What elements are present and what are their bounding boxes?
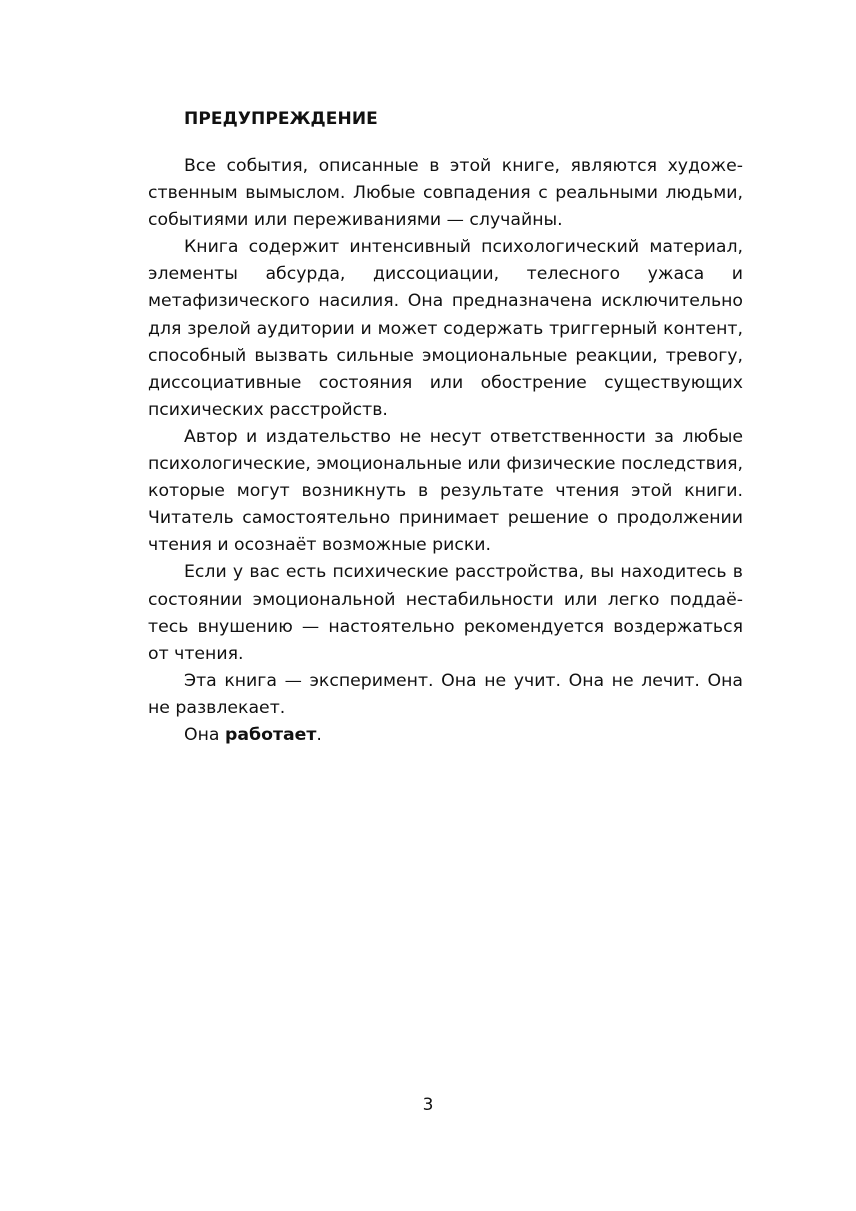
page-number: 3	[422, 1095, 434, 1115]
page-content	[148, 107, 743, 749]
final-line-suffix: .	[316, 724, 322, 745]
paragraph-fiction-disclaimer: Все события, описанные в этой книге, являются художественным вымыслом. Любые совпадения с реальными людьми, событиями или переживаниями — случайны.	[148, 156, 743, 231]
final-line-emphasis: работает	[224, 724, 317, 745]
paragraph-experiment: Эта книга — эксперимент. Она не учит. Она не лечит. Она не развлекает.	[148, 670, 743, 718]
paragraph-final-line	[148, 722, 743, 749]
paragraph-recommendation: Если у вас есть психические расстройства, вы находитесь в состоянии эмоциональной нестабильности или легко поддаётесь внушению — настоятельно рекомендуется воздержаться от чтения.	[148, 562, 743, 664]
paragraph-liability: Автор и издательство не несут ответственности за любые психологические, эмоциональные или физические последствия, которые могут возникнуть в результате чтения этой книги. Читатель самостоятельно принимает решение о продолжении чтения и осознаёт возможные риски.	[148, 426, 743, 556]
paragraph-content-warning: Книга содержит интенсивный психологический материал, элементы абсурда, диссоциации, телесного ужаса и метафизического насилия. Она предназначена исключительно для зрелой аудитории и может содержать триггерный контент, способный вызвать сильные эмоциональные реакции, тревогу, диссоциативные состояния или обострение существующих психических расстройств.	[148, 237, 743, 420]
final-line-prefix: Она	[184, 724, 225, 745]
page-heading: ПРЕДУПРЕЖДЕНИЕ	[184, 109, 378, 129]
